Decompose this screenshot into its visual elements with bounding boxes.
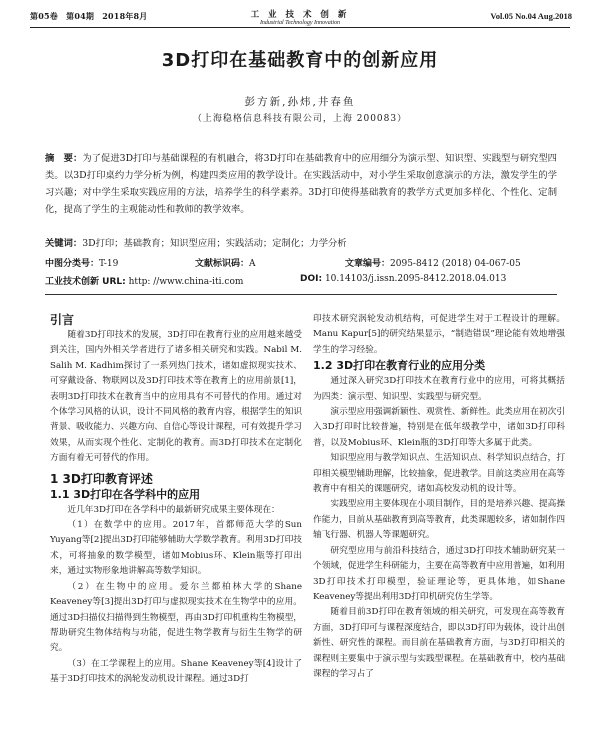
article-no-label: 文章编号： [345, 259, 391, 269]
doi-value[interactable]: 10.14103/j.issn.2095-8412.2018.04.013 [324, 274, 507, 284]
doi-label: DOI: [300, 274, 323, 284]
url-label: 工业技术创新 URL: [45, 277, 126, 287]
paragraph: 实践型应用主要体现在小项目制作，目的是培养兴趣、提高操作能力，目前从基础教育到高等教育，此类课题较多，诸如制作四轴飞行器、机器人等课题研究。 [313, 499, 565, 541]
paragraph: 知识型应用与教学知识点、生活知识点、科学知识点结合，打印相关模型辅助理解，比较抽象，促进教学。目前这类应用在高等教育中有相关的课题研究，诸如高校发动机的设计等。 [313, 453, 565, 495]
paragraph: （2）在生物中的应用。爱尔兰都柏林大学的Shane Keaveney等[3]提出3D打印与虚拟现实技术在生物学中的应用。通过3D扫描仪扫描得到生物模型，再由3D打印机重构生物模型，帮助研究生物体结构与功能，促进生物学教育与衍生生物学的研究。 [50, 581, 302, 654]
paragraph: 演示型应用强调新颖性、观赏性、新鲜性。此类应用在初次引入3D打印时比较普遍，特别是在低年级教学中，诸如3D打印科普，以及Mobius环、Klein瓶的3D打印等大多属于此类。 [313, 407, 565, 448]
subsection-heading-1-1: 1.1 3D打印在各学科中的应用 [50, 487, 201, 501]
journal-name-en: Industrial Technology Innovation [259, 20, 341, 26]
abstract [45, 150, 557, 218]
keywords-label: 关键词： [45, 238, 83, 249]
article-no-value: 2095-8412 (2018) 04-067-05 [390, 259, 521, 269]
subsection-heading-1-2: 1.2 3D打印在教育行业的应用分类 [313, 359, 486, 373]
affiliation: （上海稳格信息科技有限公司，上海 200083） [192, 114, 408, 124]
clc-value: T-19 [99, 259, 119, 269]
classification-row [45, 256, 565, 270]
paragraph: 随着3D打印技术的发展，3D打印在教育行业的应用越来越受到关注，国内外相关学者进行了诸多相关研究和实践。Nabil M. Salih M. Kadhim探讨了一系列热门技术，诸如虚拟现实技术、可穿戴设备、物联网以及3D打印技术等在教育上的应用前景[1]，表明3D打印技术在教育当中的应用具有不可替代的作用。通过对个体学习风格的认识，设计不同风格的教育内容，根据学生的知识背景、吸收能力、兴趣方向、自信心等设计课程，可有效提升学习效果，从而实现个性化、定制化的教育。而3D打印技术在定制化方面有着无可替代的作用。 [50, 330, 302, 464]
clc-label: 中图分类号： [45, 259, 100, 269]
paragraph: （3）在工学课程上的应用。Shane Keaveney等[4]设计了基于3D打印技术的涡轮发动机设计课程。通过3D打 [50, 658, 302, 685]
keywords [45, 235, 557, 249]
abstract-label: 摘 要： [45, 153, 83, 164]
journal-masthead [210, 8, 390, 26]
header-rule [30, 27, 570, 28]
section-heading-1: 1 3D打印教育评述 [50, 471, 153, 486]
keywords-text: 3D打印；基础教育；知识型应用；实践活动；定制化；力学分析 [82, 238, 347, 249]
volume-info: Vol.05 No.04 Aug.2018 [490, 11, 572, 21]
left-column [50, 312, 302, 688]
separator-rule [45, 294, 557, 295]
issue-info: 第05卷 第04期 2018年8月 [30, 11, 148, 21]
paragraph: （1）在数学中的应用。2017年，首都师范大学的Sun Yuyang等[2]提出3D打印能够辅助大学数学教育。利用3D打印技术，可将抽象的数学模型，诸如Mobius环、Klein瓶等打印出来，通过实物形象地讲解高等数学知识。 [50, 520, 302, 577]
paragraph: 研究型应用与前沿科技结合，通过3D打印技术辅助研究某一个领域，促进学生科研能力，主要在高等教育中应用普遍，如利用3D打印技术打印模型，验证理论等，更具体地，如Shane Keaveney等提出利用3D打印机研究仿生学等。 [313, 545, 565, 602]
paragraph: 近几年3D打印在各学科中的最新研究成果主要体现在： [67, 504, 280, 515]
doc-code-label: 文献标识码： [195, 259, 250, 269]
paragraph: 印技术研究涡轮发动机结构，可促进学生对于工程设计的理解。Manu Kapur[5]的研究结果显示，“制造错误”理论能有效地增强学生的学习经验。 [313, 314, 565, 355]
paragraph: 随着目前3D打印在教育领域的相关研究，可发现在高等教育方面，3D打印可与课程深度结合，即以3D打印为载体，设计出创新性、研究性的课程。而目前在基础教育方面，与3D打印相关的课程则主要集中于演示型与实践型课程。在基础教育中，校内基础课程的学习占了 [313, 607, 565, 679]
abstract-text: 为了促进3D打印与基础课程的有机融合，将3D打印在基础教育中的应用细分为演示型、知识型、实践型与研究型四类。以3D打印桌约力学分析为例，构建四类应用的教学设计。在实践活动中，对小学生采取创意演示的方法，激发学生的学习兴趣；对中学生采取实践应用的方法，培养学生的科学素养。3D打印使得基础教育的教学方式更加多样化、个性化、定制化，提高了学生的主观能动性和教师的教学效率。 [45, 153, 557, 215]
url-value[interactable]: http: //www.china-iti.com [128, 277, 244, 287]
paragraph: 通过深入研究3D打印技术在教育行业中的应用，可将其概括为四类：演示型、知识型、实践型与研究型。 [313, 376, 565, 402]
right-column [313, 312, 565, 682]
journal-name-cn: 工 业 技 术 创 新 [250, 10, 350, 20]
doc-code-value: A [249, 259, 256, 269]
authors: 彭方新,孙炜,井春鱼 [244, 96, 356, 108]
paper-title: 3D打印在基础教育中的创新应用 [161, 50, 439, 71]
url-doi-row [45, 274, 565, 288]
running-header [0, 8, 600, 28]
section-heading-intro: 引言 [50, 313, 75, 327]
